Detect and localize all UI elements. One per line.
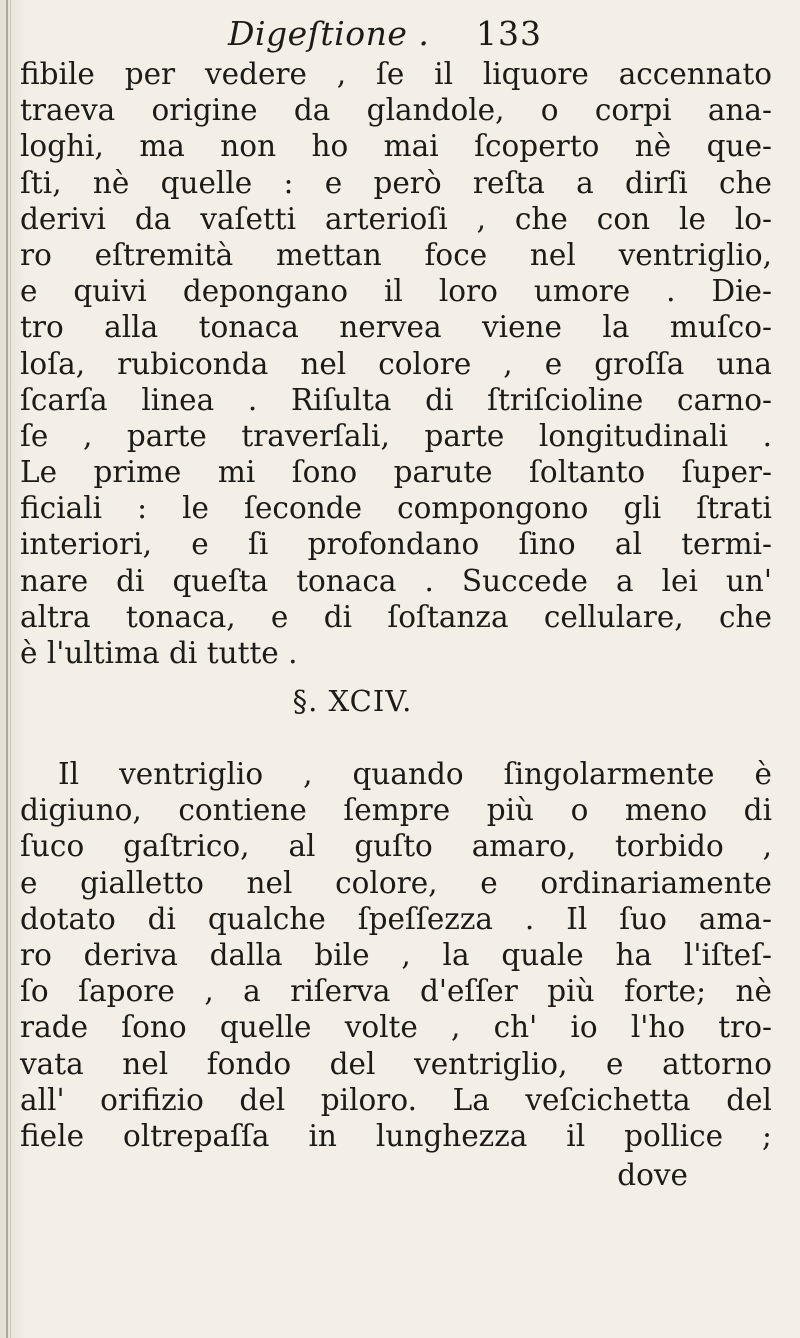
text-line: ro deriva dalla bile , la quale ha l'iſteſ- <box>20 937 772 972</box>
text-line: ficiali : le ſeconde compongono gli ſtrati <box>20 491 772 526</box>
text-line: interiori, e ſi profondano ſino al termi- <box>20 527 772 562</box>
section-heading <box>0 684 800 718</box>
text-line: fiele oltrepaſſa in lunghezza il pollice ; <box>20 1118 772 1153</box>
text-line: e quivi depongano il loro umore . Die- <box>20 274 772 309</box>
text-line: derivi da vaſetti arterioſi , che con le lo- <box>20 201 772 236</box>
text-line: Il ventriglio , quando ſingolarmente è <box>58 757 772 791</box>
running-header <box>0 14 800 62</box>
page-number: 133 <box>476 14 542 53</box>
section-number: §. XCIV. <box>292 684 413 718</box>
text-line: loſa, rubiconda nel colore , e groſſa una <box>20 346 772 381</box>
text-line: Le prime mi ſono parute ſoltanto ſuper- <box>20 455 772 490</box>
text-line: loghi, ma non ho mai ſcoperto nè que- <box>20 129 772 164</box>
text-line: ſuco gaſtrico, al guſto amaro, torbido , <box>20 829 772 864</box>
running-title: Digeſtione . <box>228 14 430 53</box>
paragraph-2 <box>20 756 772 1154</box>
text-line: vata nel fondo del ventriglio, e attorno <box>20 1046 772 1081</box>
text-line: è l'ultima di tutte . <box>20 636 298 670</box>
text-line: nare di queſta tonaca . Succede a lei un' <box>20 563 772 598</box>
text-line: traeva origine da glandole, o corpi ana- <box>20 93 772 128</box>
text-line: e gialletto nel colore, e ordinariamente <box>20 865 772 900</box>
binding-edge <box>6 0 8 1338</box>
text-line: ſcarſa linea . Riſulta di ſtriſcioline carno- <box>20 382 772 417</box>
binding-edge-shadow <box>10 0 11 1338</box>
text-line: ſe , parte traverſali, parte longitudinali . <box>20 418 772 453</box>
text-line: ro eſtremità mettan foce nel ventriglio, <box>20 237 772 272</box>
text-line: ſo ſapore , a riſerva d'eſſer più forte; nè <box>20 974 772 1009</box>
text-line: tro alla tonaca nervea viene la muſco- <box>20 310 772 345</box>
text-line: rade ſono quelle volte , ch' io l'ho tro- <box>20 1010 772 1045</box>
text-line: altra tonaca, e di ſoſtanza cellulare, che <box>20 599 772 634</box>
text-line: all' orifizio del piloro. La veſcichetta del <box>20 1082 772 1117</box>
text-line: digiuno, contiene ſempre più o meno di <box>20 793 772 828</box>
paragraph-1 <box>20 56 772 671</box>
text-line: ſti, nè quelle : e però reſta a dirſi che <box>20 165 772 200</box>
catchword: dove <box>617 1158 688 1192</box>
text-line: fibile per vedere , ſe il liquore accennato <box>20 57 772 91</box>
text-line: dotato di qualche ſpeſſezza . Il ſuo ama- <box>20 901 772 936</box>
